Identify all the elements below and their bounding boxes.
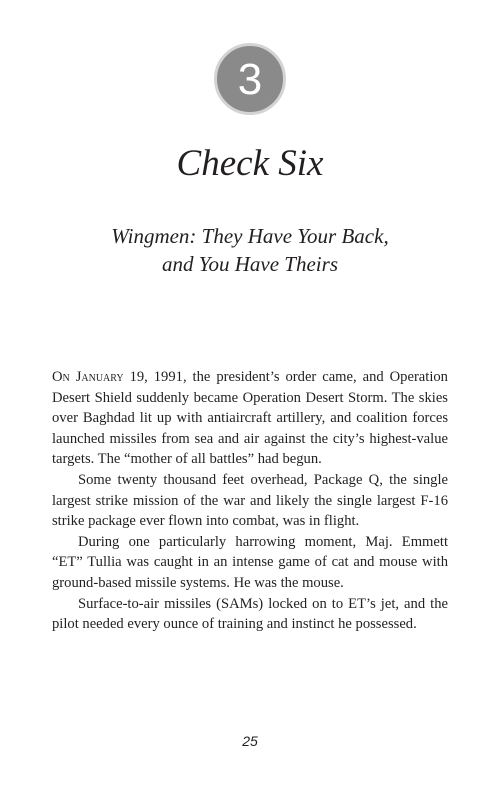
chapter-title: Check Six [176,143,324,184]
paragraph-1 [52,367,448,470]
chapter-body-text [52,367,448,635]
chapter-subtitle [0,222,500,278]
chapter-subtitle-line-1: Wingmen: They Have Your Back, [111,224,389,248]
page-number: 25 [242,733,258,749]
chapter-number-badge [214,43,286,115]
paragraph-1-text: 19, 1991, the president’s order came, and Operation Desert Shield suddenly became Operation Desert Storm. The skies over Baghdad lit up with antiaircraft artillery, and coalition forces launched missiles from sea and air against the city’s highest-value targets. The “mother of all battles” had begun. [52,369,448,468]
paragraph-3: During one particularly harrowing moment, Maj. Emmett “ET” Tullia was caught in an intense game of cat and mouse with ground-based missile systems. He was the mouse. [52,533,448,591]
chapter-subtitle-line-2: and You Have Theirs [162,252,338,276]
paragraph-2: Some twenty thousand feet overhead, Package Q, the single largest strike mission of the war and likely the single largest F-16 strike package ever flown into combat, was in flight. [52,471,448,530]
paragraph-1-lead-in: On January [52,369,124,385]
chapter-number: 3 [237,55,263,104]
paragraph-4: Surface-to-air missiles (SAMs) locked on to ET’s jet, and the pilot needed every ounce of training and instinct he possessed. [52,595,448,633]
